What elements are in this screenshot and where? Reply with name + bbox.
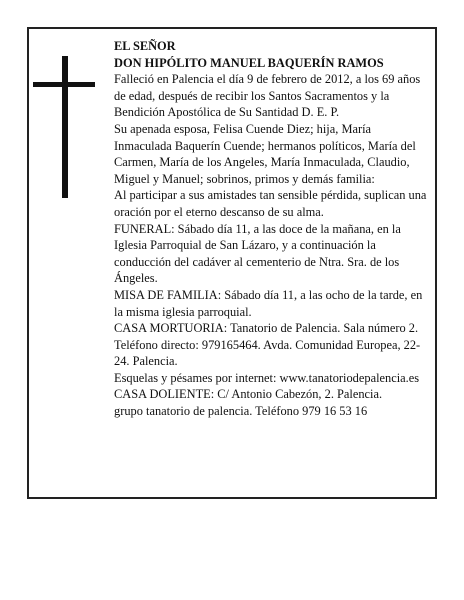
funeral-home-info: CASA MORTUORIA: Tanatorio de Palencia. Sala número 2. Teléfono directo: 979165464. Avda. Comunidad Europea, 22-24. Palencia.	[114, 321, 421, 369]
mourning-house: CASA DOLIENTE: C/ Antonio Cabezón, 2. Palencia.	[114, 387, 383, 402]
deceased-title: EL SEÑOR	[114, 39, 176, 53]
prayer-request: Al participar a sus amistades tan sensible pérdida, suplican una oración por el eterno descanso de su alma.	[114, 188, 427, 219]
cross-horizontal-bar	[33, 82, 95, 87]
cross-icon	[33, 56, 95, 198]
deceased-name: DON HIPÓLITO MANUEL BAQUERÍN RAMOS	[114, 55, 384, 70]
cross-vertical-bar	[62, 56, 68, 198]
funeral-group-contact: grupo tanatorio de palencia. Teléfono 979 16 53 16	[114, 404, 368, 419]
online-condolences: Esquelas y pésames por internet: www.tanatoriodepalencia.es	[114, 370, 420, 385]
funeral-info: FUNERAL: Sábado día 11, a las doce de la mañana, en la Iglesia Parroquial de San Lázaro, y a continuación la conducción del cadáver al cementerio de Ntra. Sra. de los Ángeles.	[114, 221, 401, 286]
death-announcement: Falleció en Palencia el día 9 de febrero de 2012, a los 69 años de edad, después de recibir los Santos Sacramentos y la Bendición Apostólica de Su Santidad D. E. P.	[114, 72, 421, 120]
family-list: Su apenada esposa, Felisa Cuende Diez; hija, María Inmaculada Baquerín Cuende; hermanos políticos, María del Carmen, María de los Angeles, María Inmaculada, Claudio, Miguel y Manuel; sobrinos, primos y demás familia:	[114, 121, 416, 186]
obituary-text	[114, 38, 428, 420]
family-mass-info: MISA DE FAMILIA: Sábado día 11, a las ocho de la tarde, en la misma iglesia parroquial.	[114, 287, 423, 319]
